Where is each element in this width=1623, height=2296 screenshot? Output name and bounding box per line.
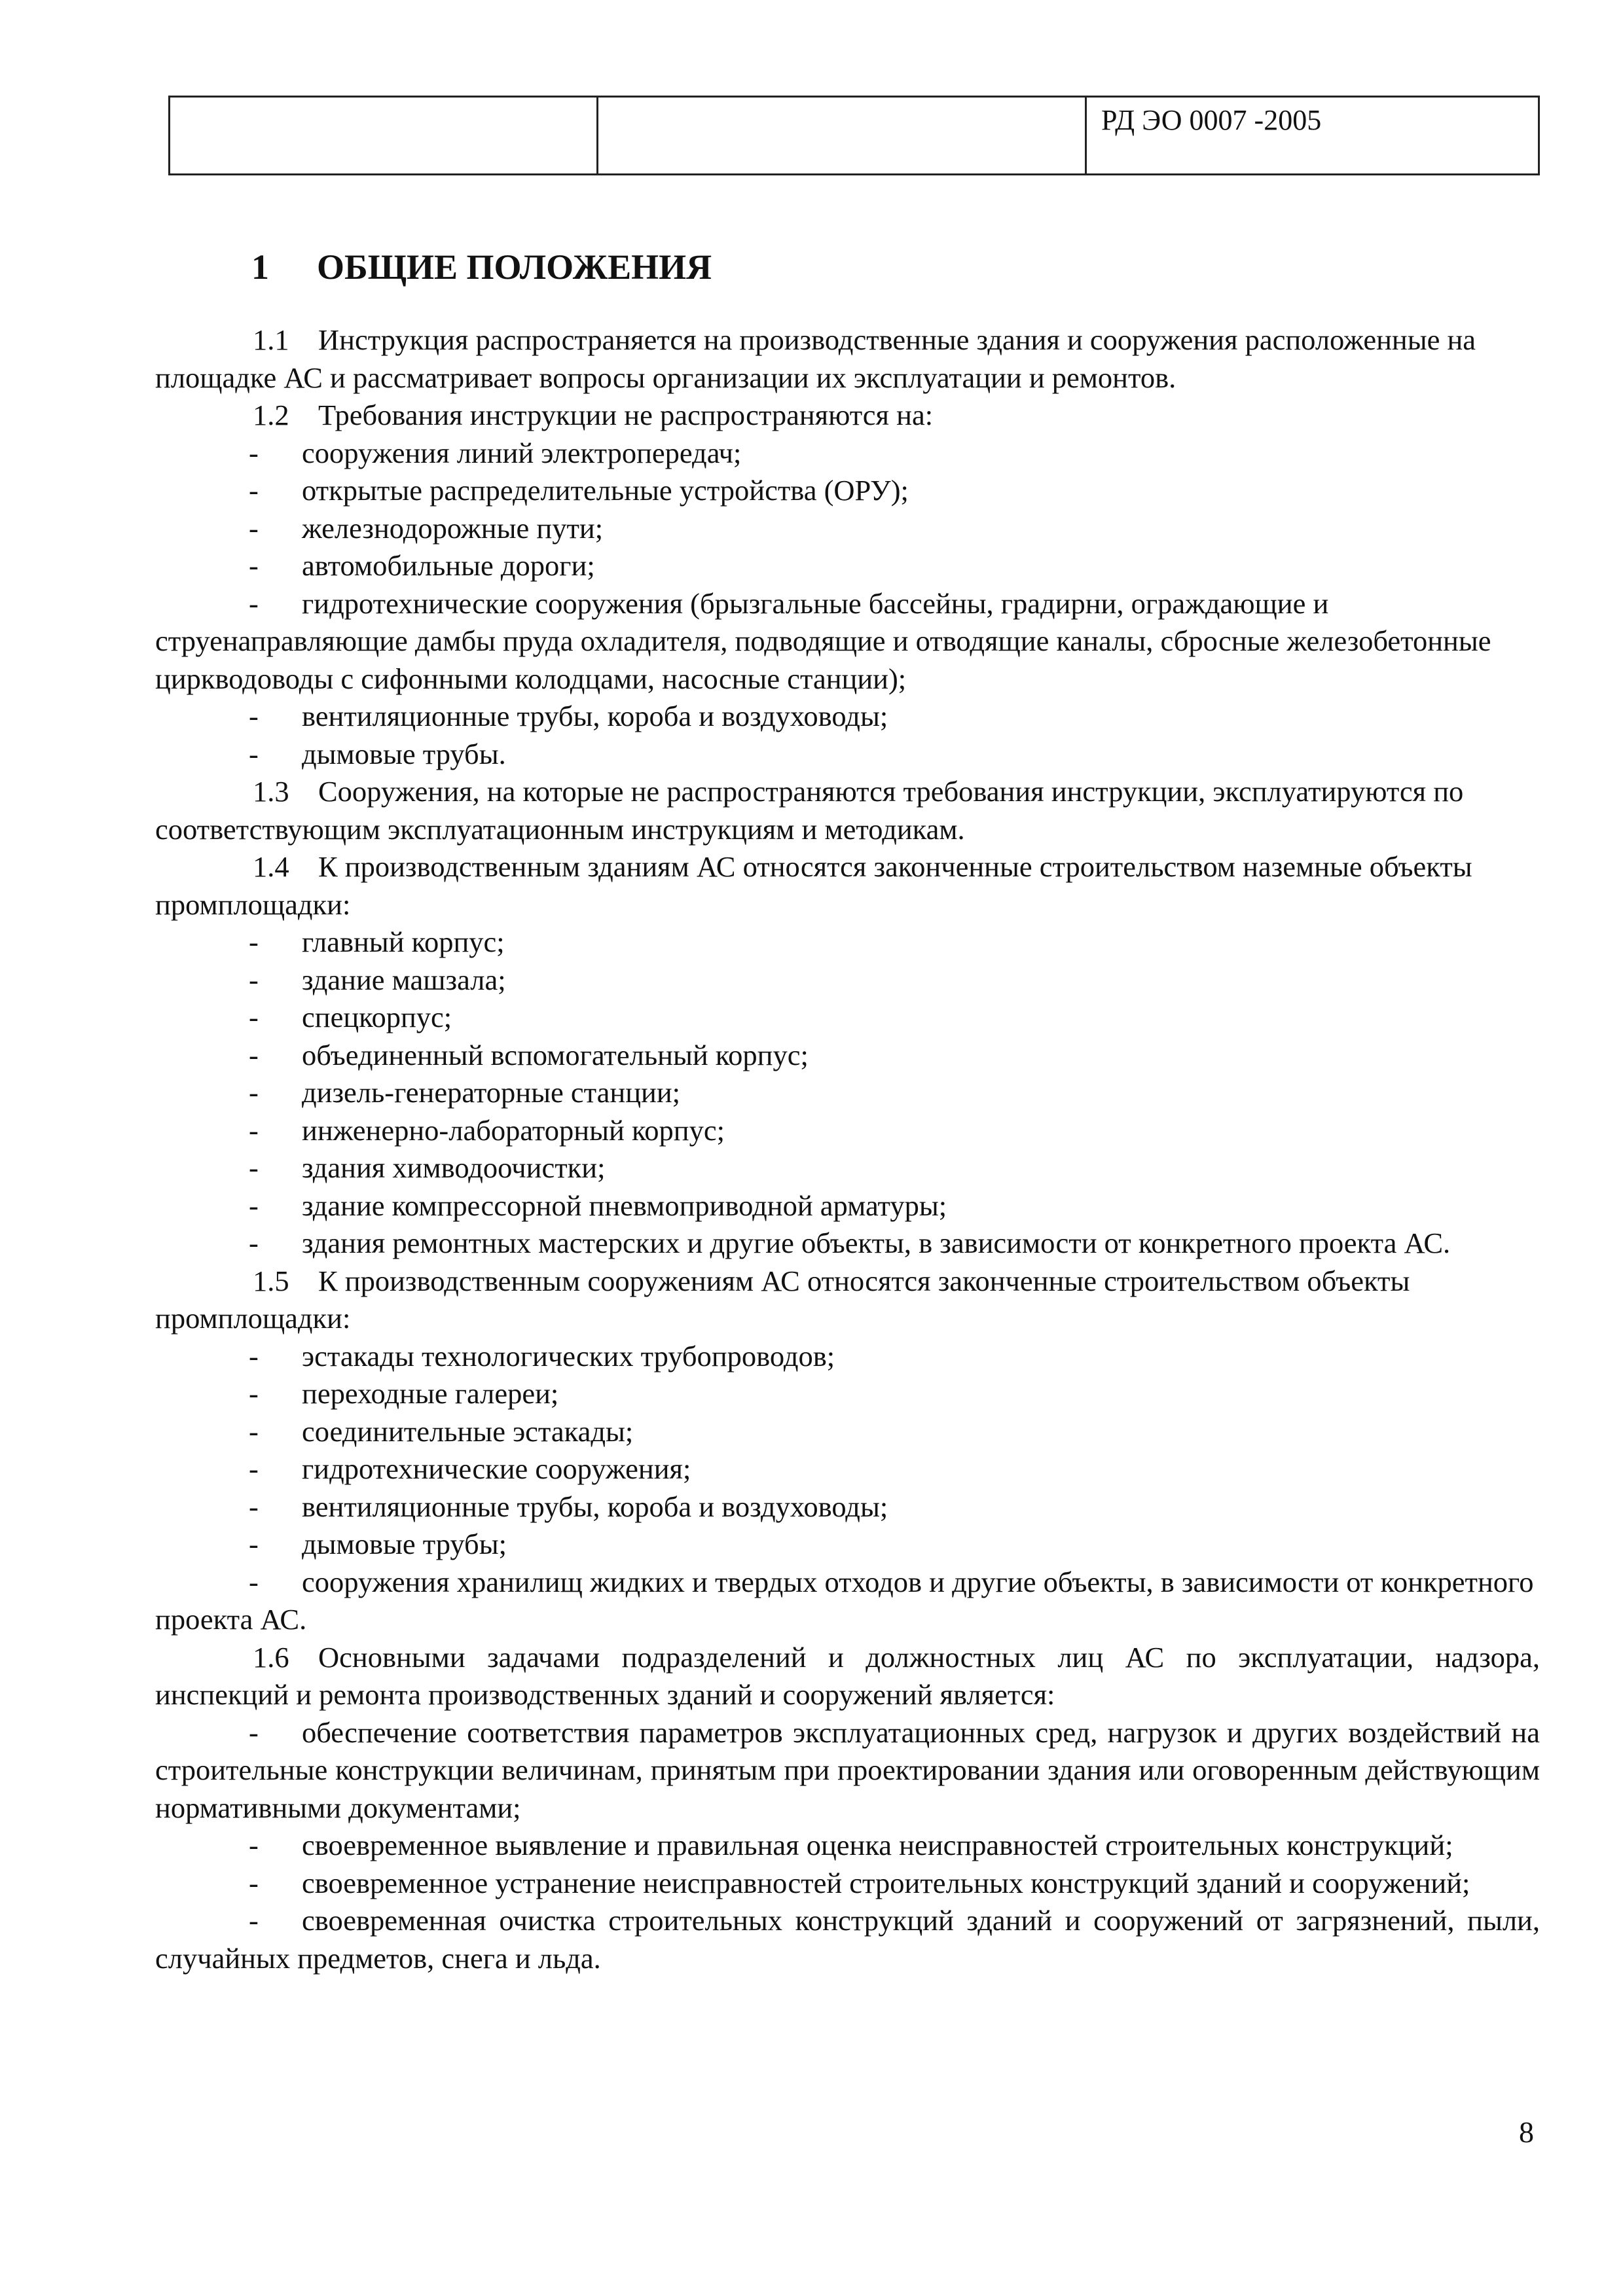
list-item: - сооружения линий электропередач; [249,436,742,469]
header-stamp-table [168,96,1540,175]
list-item: - объединенный вспомогательный корпус; [249,1038,809,1071]
paragraph-text: Инструкция распространяется на производственные здания и сооружения расположенные на площадке АС и рассматривает вопросы организации их эксплуатации и ремонтов. [155,323,1476,394]
document-code: РД ЭО 0007 -2005 [1086,97,1539,175]
paragraph-number: 1.1 [253,323,289,356]
paragraph-1-3 [155,773,1540,848]
list-item: - открытые распределительные устройства (ОРУ); [249,474,909,507]
paragraph-text: К производственным зданиям АС относятся законченные строительством наземные объекты промплощадки: [155,850,1472,921]
list-item: - переходные галереи; [249,1377,559,1410]
list-item: - вентиляционные трубы, короба и воздуховоды; [249,700,888,732]
paragraph-number: 1.5 [253,1264,289,1297]
section-title: ОБЩИЕ ПОЛОЖЕНИЯ [317,247,712,287]
list-item: - здания ремонтных мастерских и другие объекты, в зависимости от конкретного проекта АС. [249,1227,1451,1259]
section-number: 1 [251,247,269,287]
paragraph-text: Требования инструкции не распространяются на: [318,399,934,431]
list-item: - своевременное выявление и правильная оценка неисправностей строительных конструкций; [249,1829,1453,1861]
stamp-cell-2 [598,97,1086,175]
list-item: - здание компрессорной пневмоприводной арматуры; [249,1189,947,1222]
paragraph-1-5 [155,1263,1540,1338]
list-item: - здание машзала; [249,963,506,996]
paragraph-number: 1.4 [253,850,289,883]
paragraph-number: 1.3 [253,775,289,808]
paragraph-text: Сооружения, на которые не распространяются требования инструкции, эксплуатируются по соответствующим эксплуатационным инструкциям и методикам. [155,775,1464,846]
paragraph-1-4 [155,848,1540,924]
paragraph-1-2 [155,397,1540,435]
list-item: - спецкорпус; [249,1001,452,1033]
page-number: 8 [1519,2115,1534,2149]
list-item: - соединительные эстакады; [249,1414,634,1448]
paragraph-1-1 [155,321,1540,397]
stamp-cell-1 [170,97,598,175]
list-item: - автомобильные дороги; [249,549,595,582]
paragraph-text: К производственным сооружениям АС относятся законченные строительством объекты промплощадки: [155,1264,1410,1335]
list-item: - железнодорожные пути; [249,511,604,545]
list-item: - сооружения хранилищ жидких и твердых отходов и другие объекты, в зависимости от конкретного проекта АС. [155,1565,1534,1636]
list-item: - дымовые трубы; [249,1528,507,1560]
list-item: - здания химводоочистки; [249,1151,606,1184]
list-item: - своевременное устранение неисправностей строительных конструкций зданий и сооружений; [249,1866,1470,1899]
list-item: - главный корпус; [249,925,505,958]
list-item: - гидротехнические сооружения; [249,1452,691,1485]
list-item: - инженерно-лабораторный корпус; [249,1113,725,1147]
paragraph-text: Основными задачами подразделений и должностных лиц АС по эксплуатации, надзора, инспекций и ремонта производственных зданий и сооружений является: [155,1640,1540,1711]
list-item: - своевременная очистка строительных конструкций зданий и сооружений от загрязнений, пыли, случайных предметов, снега и льда. [155,1904,1540,1975]
list-item: - дизель-генераторные станции; [249,1076,681,1109]
list-item: - дымовые трубы. [249,737,506,770]
section-heading [155,243,1540,291]
list-item: - обеспечение соответствия параметров эксплуатационных сред, нагрузок и других воздействий на строительные конструкции величинам, принятым при проектировании здания или оговоренным действующим нормативными документами; [155,1715,1540,1824]
document-body [155,243,1540,1977]
paragraph-number: 1.2 [253,399,289,431]
paragraph-1-6 [155,1639,1540,1714]
list-item: - гидротехнические сооружения (брызгальные бассейны, градирни, ограждающие и струенаправляющие дамбы пруда охладителя, подводящие и отводящие каналы, сбросные железобетонные циркводоводы с сифонными колодцами, насосные станции); [155,586,1491,695]
list-item: - вентиляционные трубы, короба и воздуховоды; [249,1490,888,1523]
list-item: - эстакады технологических трубопроводов; [249,1339,835,1372]
paragraph-number: 1.6 [253,1640,289,1674]
